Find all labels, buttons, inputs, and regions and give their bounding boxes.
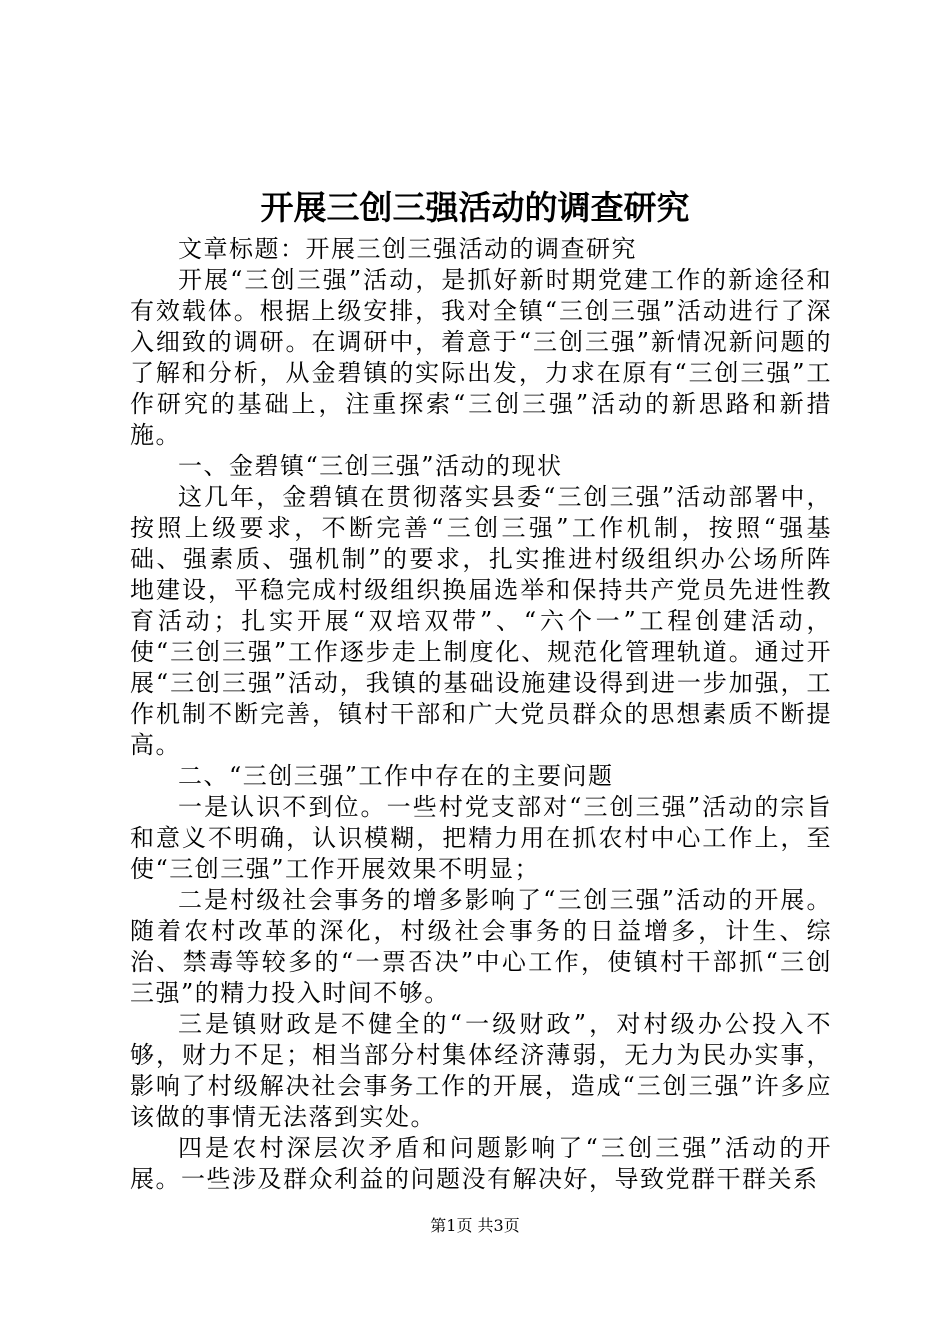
paragraph-intro: 开展“三创三强”活动，是抓好新时期党建工作的新途径和有效载体。根据上级安排，我对全镇“三创三强”活动进行了深入细致的调研。在调研中，着意于“三创三强”新情况新问题的了解和分析，从金碧镇的实际出发，力求在原有“三创三强”工作研究的基础上，注重探索“三创三强”活动的新思路和新措施。 — [130, 266, 832, 449]
paragraph-problem-3: 三是镇财政是不健全的“一级财政”，对村级办公投入不够，财力不足；相当部分村集体经济薄弱，无力为民办实事，影响了村级解决社会事务工作的开展，造成“三创三强”许多应该做的事情无法落到实处。 — [130, 1010, 832, 1131]
article-title-line: 文章标题：开展三创三强活动的调查研究 — [178, 235, 637, 263]
section-heading-2: 二、“三创三强”工作中存在的主要问题 — [178, 762, 614, 790]
document-body — [130, 234, 832, 1195]
paragraph-problem-1: 一是认识不到位。一些村党支部对“三创三强”活动的宗旨和意义不明确，认识模糊，把精力用在抓农村中心工作上，至使“三创三强”工作开展效果不明显； — [130, 793, 832, 883]
document-title: 开展三创三强活动的调查研究 — [260, 188, 690, 227]
section-heading-1: 一、金碧镇“三创三强”活动的现状 — [178, 452, 563, 480]
paragraph-problem-2: 二是村级社会事务的增多影响了“三创三强”活动的开展。随着农村改革的深化，村级社会事务的日益增多，计生、综治、禁毒等较多的“一票否决”中心工作，使镇村干部抓“三创三强”的精力投入时间不够。 — [130, 886, 832, 1007]
paragraph-problem-4: 四是农村深层次矛盾和问题影响了“三创三强”活动的开展。一些涉及群众利益的问题没有解决好，导致党群干群关系 — [130, 1134, 832, 1193]
page-number-footer: 第1页 共3页 — [430, 1216, 520, 1235]
paragraph-status: 这几年，金碧镇在贯彻落实县委“三创三强”活动部署中，按照上级要求，不断完善“三创三强”工作机制，按照“强基础、强素质、强机制”的要求，扎实推进村级组织办公场所阵地建设，平稳完成村级组织换届选举和保持共产党员先进性教育活动；扎实开展“双培双带”、“六个一”工程创建活动，使“三创三强”工作逐步走上制度化、规范化管理轨道。通过开展“三创三强”活动，我镇的基础设施建设得到进一步加强，工作机制不断完善，镇村干部和广大党员群众的思想素质不断提高。 — [130, 483, 832, 759]
